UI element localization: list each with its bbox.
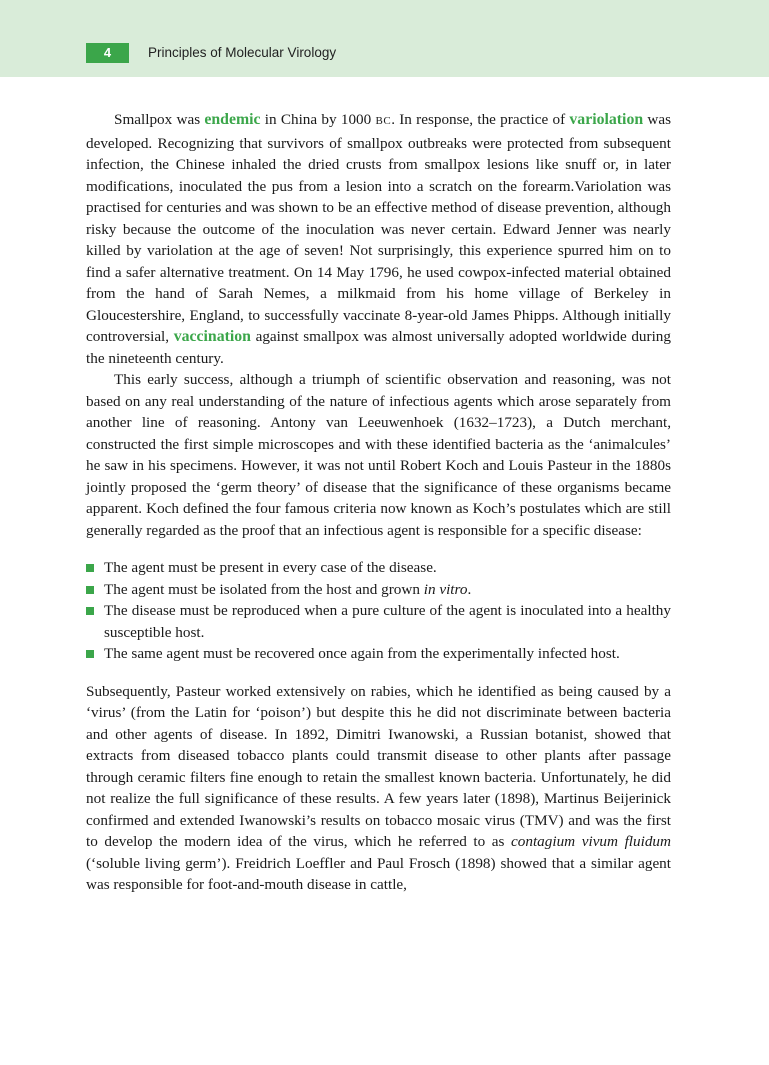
- running-title: Principles of Molecular Virology: [148, 45, 337, 60]
- page-body: [86, 109, 671, 896]
- list-item-text: The agent must be present in every case of the disease.: [104, 559, 437, 576]
- italic-in-vitro: in vitro: [423, 580, 468, 598]
- text-span: (‘soluble living germ’). Freidrich Loeffler and Paul Frosch (1898) showed that a similar agent was responsible for foot-and-mouth disease in cattle,: [86, 854, 671, 893]
- list-item: [86, 643, 671, 665]
- text-span: was developed. Recognizing that survivors of smallpox outbreaks were protected from subsequent infection, the Chinese inhaled the dried crusts from smallpox lesions like snuff or, in later modifications, inoculated the pus from a lesion into a scratch on the forearm.Variolation was practised for centuries and was shown to be an effective method of disease prevention, although risky because the outcome of the inoculation was never certain. Edward Jenner was nearly killed by variolation at the age of seven! Not surprisingly, this experience spurred him on to find a safer alternative treatment. On 14 May 1796, he used cowpox-infected material obtained from the hand of Sarah Nemes, a milkmaid from his home village of Berkeley in Gloucestershire, England, to successfully vaccinate 8-year-old James Phipps. Although initially controversial,: [86, 111, 672, 345]
- list-item-text: The disease must be reproduced when a pure culture of the agent is inoculated into a healthy susceptible host.: [104, 602, 671, 641]
- paragraph-germ-theory: This early success, although a triumph of scientific observation and reasoning, was not based on any real understanding of the nature of infectious agents which arose separately from another line of reasoning. Antony van Leeuwenhoek (1632–1723), a Dutch merchant, constructed the first simple microscopes and with these identified bacteria as the ‘animalcules’ he saw in his specimens. However, it was not until Robert Koch and Louis Pasteur in the 1880s jointly proposed the ‘germ theory’ of disease that the significance of these organisms became apparent. Koch defined the four famous criteria now known as Koch’s postulates which are still generally regarded as the proof that an infectious agent is responsible for a specific disease:: [86, 371, 671, 539]
- keyword-vaccination: vaccination: [173, 328, 251, 345]
- list-item: [86, 579, 671, 601]
- paragraph-virus-discovery: [86, 681, 671, 896]
- page-number: 4: [86, 43, 129, 63]
- text-span: Smallpox was: [114, 111, 205, 128]
- list-item-text: The agent must be isolated from the host and grown: [104, 580, 424, 598]
- keyword-variolation: variolation: [569, 111, 644, 128]
- list-item-text: The same agent must be recovered once again from the experimentally infected host.: [104, 645, 620, 662]
- paragraph-smallpox: [86, 109, 671, 369]
- text-span: in China by 1000: [260, 111, 376, 128]
- koch-postulates-list: [86, 557, 671, 665]
- text-span: . In response, the practice of: [391, 111, 570, 128]
- header-band: [0, 0, 769, 77]
- italic-contagium: contagium vivum fluidum: [511, 833, 671, 850]
- bullet-square-icon: [86, 650, 94, 658]
- bullet-square-icon: [86, 586, 94, 594]
- list-item: [86, 557, 671, 579]
- era-bc: BC: [375, 115, 392, 127]
- list-item: [86, 600, 671, 643]
- bullet-square-icon: [86, 564, 94, 572]
- bullet-square-icon: [86, 607, 94, 615]
- text-span: against smallpox was almost universally adopted worldwide during the nineteenth century.: [86, 328, 671, 367]
- keyword-endemic: endemic: [204, 111, 261, 128]
- list-item-text: .: [467, 580, 472, 598]
- text-span: Subsequently, Pasteur worked extensively on rabies, which he identified as being caused by a ‘virus’ (from the Latin for ‘poison’) but despite this he did not discriminate between bacteria and other agents of disease. In 1892, Dimitri Iwanowski, a Russian botanist, showed that extracts from diseased tobacco plants could transmit disease to other plants after passage through ceramic filters fine enough to retain the smallest known bacteria. Unfortunately, he did not realize the full significance of these results. A few years later (1898), Martinus Beijerinick confirmed and extended Iwanowski’s results on tobacco mosaic virus (TMV) and was the first to develop the modern idea of the virus, which he referred to as: [86, 682, 671, 850]
